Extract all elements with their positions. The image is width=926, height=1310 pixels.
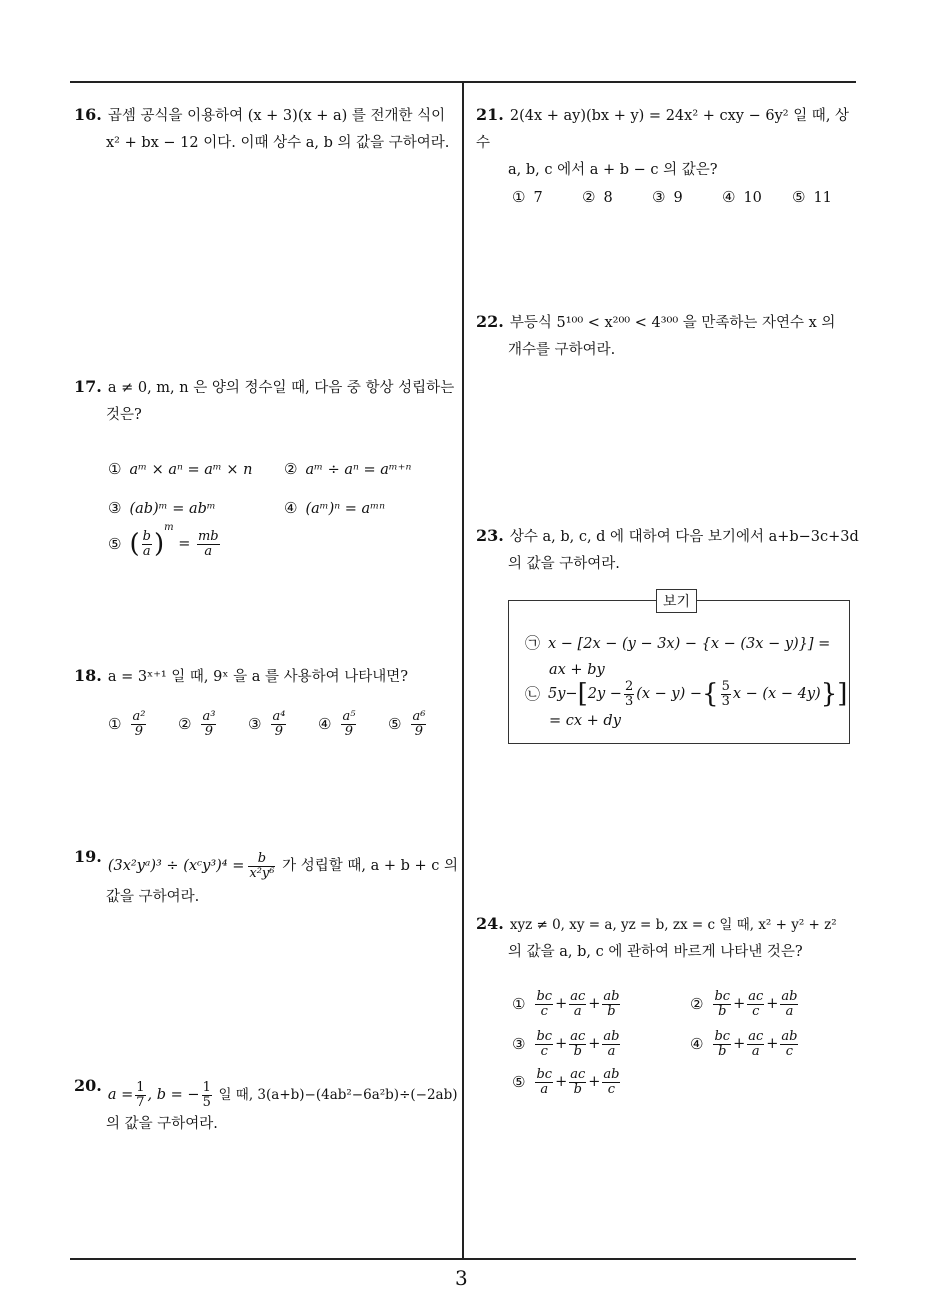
choice-1[interactable]: ① 7 [512, 188, 543, 206]
choice-3[interactable]: ③ (ab)ᵐ = abᵐ [108, 499, 216, 517]
brace-close: } [820, 679, 838, 710]
choice-4[interactable]: ④ $\frac{bc}{b}$ + $\frac{ac}{a}$ + $\frac{ab}{c}$ [690, 1029, 798, 1059]
choice-1[interactable]: ① aᵐ × aⁿ = aᵐ × n [108, 460, 253, 478]
question-text-line2: 의 값을 구하여라. [106, 1116, 218, 1133]
question-19: 19. (3x²yᵃ)³ ÷ (xᶜy³)⁴ = $\frac{b}{\text{x²y⁶}}$ 가 성립할 때, a + b + c 의 값을 구하여라. [74, 843, 459, 911]
choice-2[interactable]: ② aᵐ ÷ aⁿ = aᵐ⁺ⁿ [284, 460, 412, 478]
question-23 [476, 522, 861, 578]
example-item-2: ㉡ 5y−[2y − $\frac{2}{3}$ (x − y) −{ $\frac{5}{3}$ x − (x − 4y)}] = cx + dy [525, 679, 848, 730]
choice-5[interactable]: ⑤ 11 [792, 188, 832, 206]
page-number: 3 [455, 1266, 468, 1290]
question-number: 23. [476, 526, 504, 545]
choice-3[interactable]: ③ 9 [652, 188, 683, 206]
choice-5[interactable]: ⑤ ( $\frac{b}{a}$ )$^m$ = $\frac{mb}{a}$ [108, 522, 219, 559]
choice-2[interactable]: ② $\frac{\text{a³}}{9}$ [178, 709, 216, 739]
choice-2[interactable]: ② 8 [582, 188, 613, 206]
question-text: xyz ≠ 0, xy = a, yz = b, zx = c 일 때, x² + y² + z² [509, 917, 837, 933]
brace-open: { [702, 679, 719, 710]
question-24 [476, 910, 861, 966]
question-text: 곱셈 공식을 이용하여 (x + 3)(x + a) 를 전개한 식이 [107, 108, 446, 124]
question-text-line2: 개수를 구하여라. [508, 342, 616, 358]
choice-1[interactable]: ① $\frac{\text{a²}}{9}$ [108, 709, 146, 739]
choice-4[interactable]: ④ 10 [722, 188, 762, 206]
question-18 [74, 662, 459, 691]
paren-close: ) [153, 529, 165, 559]
question-17 [74, 373, 459, 429]
column-divider [462, 81, 464, 1259]
choice-4[interactable]: ④ $\frac{\text{a⁵}}{9}$ [318, 709, 356, 739]
question-number: 16. [74, 105, 102, 124]
question-number: 18. [74, 666, 102, 685]
choice-5[interactable]: ⑤ $\frac{\text{a⁶}}{9}$ [388, 709, 426, 739]
paren-open: ( [129, 529, 140, 559]
question-text-line2: 의 값을 구하여라. [508, 556, 620, 572]
choice-3[interactable]: ③ $\frac{\text{a⁴}}{9}$ [248, 709, 286, 739]
question-text: 2(4x + ay)(bx + y) = 24x² + cxy − 6y² 일 때, 상수 [476, 108, 850, 151]
question-16 [74, 101, 459, 157]
question-text: 부등식 5¹⁰⁰ < x²⁰⁰ < 4³⁰⁰ 을 만족하는 자연수 x 의 [509, 315, 836, 331]
example-item-1: ㉠ x − [2x − (y − 3x) − {x − (3x − y)}] = ax + by [525, 634, 831, 678]
choice-2[interactable]: ② $\frac{bc}{b}$ + $\frac{ac}{c}$ + $\frac{ab}{a}$ [690, 989, 798, 1019]
example-box-title: 보기 [656, 589, 697, 613]
question-21 [476, 101, 861, 184]
bracket-close: ] [837, 679, 848, 710]
question-text-line2: 값을 구하여라. [106, 889, 200, 906]
choice-4[interactable]: ④ (aᵐ)ⁿ = aᵐⁿ [284, 499, 385, 517]
question-text: a ≠ 0, m, n 은 양의 정수일 때, 다음 중 항상 성립하는 [107, 380, 455, 396]
question-text-line2: 의 값을 a, b, c 에 관하여 바르게 나타낸 것은? [508, 944, 803, 960]
question-text-line2: a, b, c 에서 a + b − c 의 값은? [508, 162, 718, 178]
choice-5[interactable]: ⑤ $\frac{bc}{a}$ + $\frac{ac}{b}$ + $\frac{ab}{c}$ [512, 1067, 620, 1097]
question-number: 22. [476, 312, 504, 331]
choice-1[interactable]: ① $\frac{bc}{c}$ + $\frac{ac}{a}$ + $\frac{ab}{b}$ [512, 989, 620, 1019]
bracket-open: [ [577, 679, 588, 710]
question-22 [476, 308, 861, 364]
question-text-line2: x² + bx − 12 이다. 이때 상수 a, b 의 값을 구하여라. [106, 135, 450, 151]
question-number: 24. [476, 914, 504, 933]
question-text: a = 3ˣ⁺¹ 일 때, 9ˣ 을 a 를 사용하여 나타내면? [107, 669, 409, 685]
question-number: 21. [476, 105, 504, 124]
choice-3[interactable]: ③ $\frac{bc}{c}$ + $\frac{ac}{b}$ + $\frac{ab}{a}$ [512, 1029, 620, 1059]
question-number: 19. [74, 847, 102, 866]
question-text-line2: 것은? [106, 407, 142, 423]
question-text: 상수 a, b, c, d 에 대하여 다음 보기에서 a+b−3c+3d [509, 529, 859, 545]
bottom-rule [70, 1258, 856, 1260]
question-number: 17. [74, 377, 102, 396]
question-20: 20. a = $\frac{1}{7}$ , b = − $\frac{1}{5}$ 일 때, 3(a+b)−(4ab²−6a²b)÷(−2ab) 의 값을 구하여라. [74, 1072, 459, 1138]
question-number: 20. [74, 1076, 102, 1095]
